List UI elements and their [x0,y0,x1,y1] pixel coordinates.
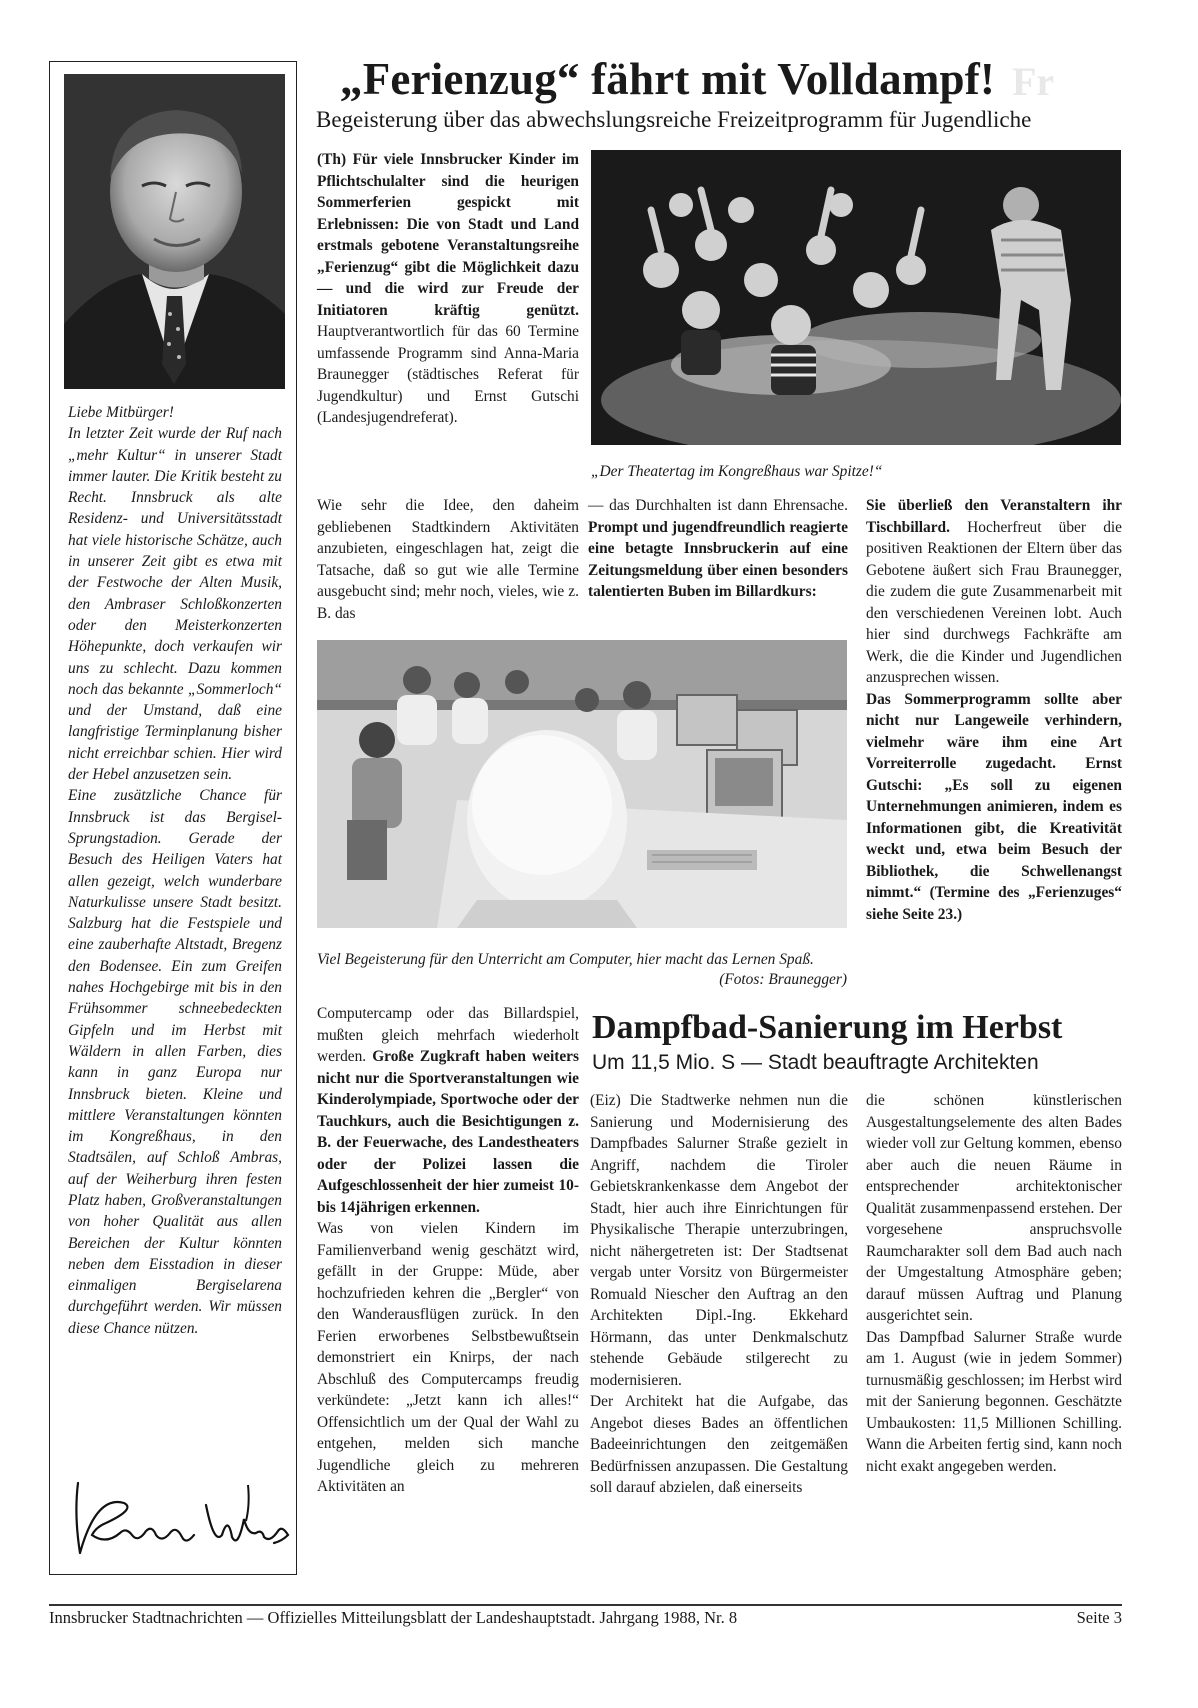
article-subheadline: Begeisterung über das abwechslungsreiche Freizeitprogramm für Jugendliche [316,107,1032,132]
show-through-decoration: Fr [1012,59,1055,104]
column-text: Hocherfreut über die positiven Reaktionen der Eltern über das Gebotene äußert sich Frau Braunegger, die zudem die gute Zusammenarbeit mit den verschiedenen Vereinen lobt. Auch hier sind durchwegs Fachkräfte am Werk, die die Kinder und Jugendlichen anzusprechen wissen. [866,518,1122,686]
article-intro [317,149,579,429]
photo-credit: (Fotos: Braunegger) [719,971,847,988]
photo-caption [317,950,847,990]
signature-icon [66,1475,294,1561]
letter-paragraph: In letzter Zeit wurde der Ruf nach „mehr Kultur“ in unserer Stadt immer lauter. Die Kritik besteht zu Recht. Innsbruck als alte Residenz- und Universitätsstadt hat viele historische Schätze, auch in unserer Zeit gibt es etwa mit der Festwoche der Alten Musik, den Ambraser Schloßkonzerten oder den Meisterkonzerten Höhepunkte, doch verkaufen wir uns zu schlecht. Dazu kommen noch das bekannte „Sommerloch“ und der Umstand, daß eine langfristige Terminplanung bisher nicht erreichbar schien. Hier wird der Hebel anzusetzen sein. [68,425,282,784]
column-text: — das Durchhalten ist dann Ehrensache. [588,497,848,514]
column-text: Das Dampfbad Salurner Straße wurde am 1. August (wie in jedem Sommer) turnusmäßig geschlossen; im Herbst wird mit der Sanierung begonnen. Geschätzte Umbaukosten: 11,5 Millionen Schilling. Wann die Arbeiten fertig sind, kann noch nicht exakt angegeben werden. [866,1328,1122,1475]
article2-column [590,1090,848,1499]
column-text: Was von vielen Kindern im Familienverband wenig geschätzt wird, gefällt in der Gruppe: Müde, aber hochzufrieden kehren die „Bergler“ von den Wanderausflügen zurück. In den Ferien erworbenes Selbstbewußtsein demonstriert ein Knirps, der nach Abschluß des Computercamps freudig verkündete: „Jetzt kann ich alles!“ Offensichtlich um der Qual der Wahl zu entgehen, melden sich manche Jugendliche gleich zu mehreren Aktivitäten an [317,1220,579,1495]
article2-headline: Dampfbad-Sanierung im Herbst [592,1009,1063,1046]
photo-caption: „Der Theatertag im Kongreßhaus war Spitze!“ [591,463,883,480]
intro-lead: (Th) Für viele Innsbrucker Kinder im Pflichtschulalter sind die heurigen Sommerferien gespickt mit Erlebnissen: Die von Stadt und Land erstmals gebotene Veranstaltungsreihe „Ferienzug“ gibt die Möglichkeit dazu — und die wird zur Freude der Initiatoren kräftig genützt. [317,151,579,319]
column-text-bold: Sie überließ den Veranstaltern ihr Tischbillard. [866,497,1122,536]
article-column [588,495,848,603]
letter-salutation: Liebe Mitbürger! [68,404,174,421]
column-text: Computercamp oder das Billardspiel, mußten gleich mehrfach wiederholt werden. [317,1005,579,1065]
portrait-photo [64,74,285,389]
column-text-bold: Große Zugkraft haben weiters nicht nur die Sportveranstaltungen wie Kinderolympiade, Sportwoche oder der Tauchkurs, auch die Besichtigungen z. B. der Feuerwache, des Landestheaters oder der Polizei lassen die Aufgeschlossenheit der hier zumeist 10- bis 14jährigen erkennen. [317,1048,579,1216]
page-footer [49,1607,1122,1629]
footer-divider [49,1604,1122,1606]
theatre-photo [591,150,1121,445]
mayor-letter-text [68,402,282,1339]
publication-info: Innsbrucker Stadtnachrichten — Offizielles Mitteilungsblatt der Landeshauptstadt. Jahrgang 1988, Nr. 8 [49,1608,738,1627]
column-text-bold: Das Sommerprogramm sollte aber nicht nur Langeweile verhindern, vielmehr wäre ihm eine Art Vorreiterrolle zugedacht. Ernst Gutschi: „Es soll zu eigenen Unternehmungen animieren, indem es Informationen gibt, die Kreativität weckt und, etwa beim Besuch der Bibliothek, die Schwellenangst nimmt.“ (Termine des „Ferienzuges“ siehe Seite 23.) [866,690,1122,923]
article-headline: „Ferienzug“ fährt mit Volldampf! [340,54,996,104]
computer-class-photo [317,640,847,928]
article2-column [866,1090,1122,1477]
column-text: (Eiz) Die Stadtwerke nehmen nun die Sanierung und Modernisierung des Dampfbades Salurner Straße gezielt in Angriff, nachdem die Tiroler Gebietskrankenkasse dem Angebot der Stadt, hier auch ihre Einrichtungen für Physikalische Therapie unterzubringen, nicht nähergetreten ist: Der Stadtsenat vergab unter Vorsitz von Bürgermeister Romuald Niescher den Auftrag an den Architekten Dipl.-Ing. Ekkehard Hörmann, das unter Denkmalschutz stehende Gebäude stilgerecht zu modernisieren. [590,1092,848,1389]
article2-subheadline: Um 11,5 Mio. S — Stadt beauftragte Architekten [592,1051,1039,1074]
letter-paragraph: Eine zusätzliche Chance für Innsbruck ist das Bergisel-Sprungstadion. Gerade der Besuch des Heiligen Vaters hat allen gezeigt, welch wunderbare Naturkulisse unsere Stadt besitzt. Salzburg hat die Festspiele und eine zauberhafte Altstadt, Bregenz den Bodensee. Ein zum Greifen nahes Hochgebirge mit bis in den Frühsommer schneebedeckten Gipfeln und im Herbst mit Wäldern in allen Farben, dies kann in ganz Europa nur Innsbruck bieten. Kleine und mittlere Veranstaltungen könnten im Kongreßhaus, in den Stadtsälen, auf Schloß Ambras, auf der Weiherburg ihren festen Platz haben, Großveranstaltungen von hoher Qualität aus allen Bereichen der Kultur könnten neben dem Eisstadion in dieser einmaligen Bergiselarena durchgeführt werden. Wir müssen diese Chance nützen. [68,787,282,1337]
intro-body: Hauptverantwortlich für das 60 Termine umfassende Programm sind Anna-Maria Braunegger (städtisches Referat für Jugendkultur) und Ernst Gutschi (Landesjugendreferat). [317,323,579,426]
caption-text: Viel Begeisterung für den Unterricht am Computer, hier macht das Lernen Spaß. [317,951,814,968]
column-text: die schönen künstlerischen Ausgestaltungselemente des alten Bades wieder voll zur Geltung kommen, ebenso aber auch die neuen Räume in entsprechender architektonischer Qualität zusammenpassend erstehen. Der vorgesehene anspruchsvolle Raumcharakter soll dem Bad auch nach der Umgestaltung Atmosphäre geben; darauf müssen Auftrag und Planung ausgerichtet sein. [866,1092,1122,1324]
article-column: Wie sehr die Idee, den daheim gebliebenen Stadtkindern Aktivitäten anzubieten, eingeschlagen hat, zeigt die Tatsache, daß so gut wie alle Termine ausgebucht sind; mehr noch, vieles, wie z. B. das [317,497,579,622]
article-column [317,1003,579,1498]
column-text-bold: Prompt und jugendfreundlich reagierte eine betagte Innsbruckerin auf eine Zeitungsmeldung über einen besonders talentierten Buben im Billardkurs: [588,518,848,600]
page-number: Seite 3 [1076,1608,1122,1627]
article-column [866,495,1122,925]
column-text: Der Architekt hat die Aufgabe, das Angebot dieses Bades an öffentlichen Badeeinrichtungen den zeitgemäßen Bedürfnissen anzupassen. Die Gestaltung soll darauf abzielen, daß einerseits [590,1393,848,1496]
